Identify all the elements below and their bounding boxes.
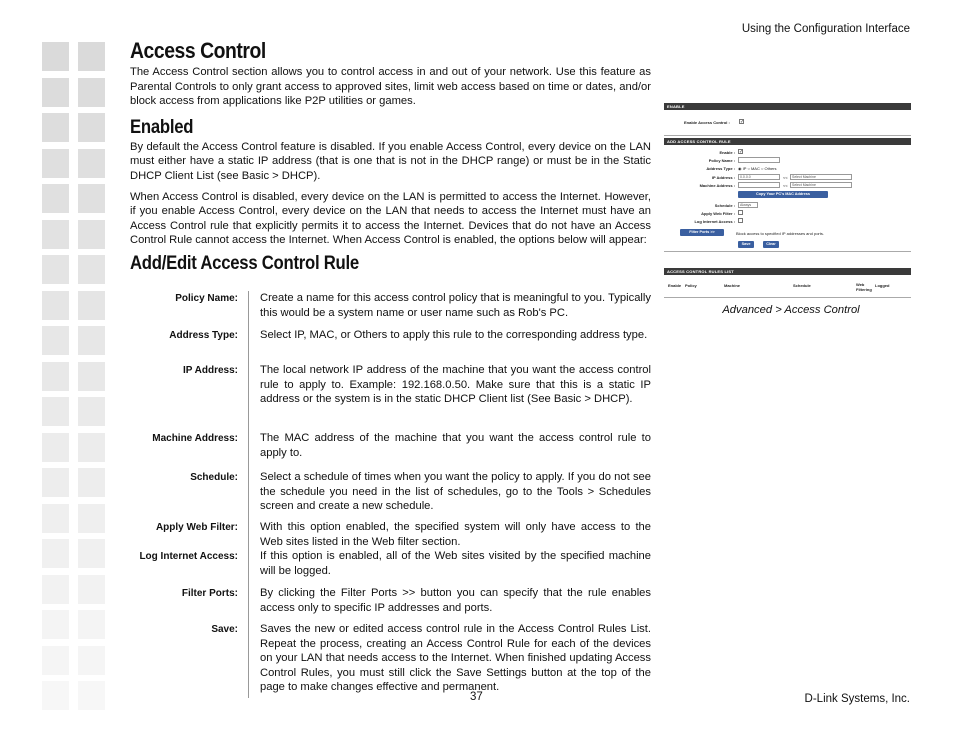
decorative-square — [78, 255, 105, 284]
policy-name-input[interactable] — [738, 157, 780, 163]
decorative-square — [42, 575, 69, 604]
enable-label: Enable : — [719, 150, 735, 155]
ip-address-label: IP Address : — [711, 175, 735, 180]
decorative-square — [42, 326, 69, 355]
decorative-square — [78, 397, 105, 426]
policy-name-label: Policy Name : — [708, 158, 735, 163]
decorative-square — [78, 575, 105, 604]
definition-term: Filter Ports: — [181, 588, 238, 599]
decorative-square — [78, 433, 105, 462]
mac-lt-sign: << — [783, 183, 788, 188]
ip-select-machine[interactable]: Select Machine — [790, 174, 852, 180]
definition-description: Select IP, MAC, or Others to apply this rule to the corresponding address type. — [260, 329, 648, 341]
decorative-square — [78, 504, 105, 533]
address-type-ip[interactable]: IP — [742, 166, 747, 171]
decorative-square — [78, 468, 105, 497]
definition-row — [130, 431, 651, 460]
main-content — [130, 38, 651, 275]
rules-list-panel — [664, 268, 911, 298]
definition-row — [130, 470, 651, 514]
machine-address-input[interactable] — [738, 182, 780, 188]
schedule-select[interactable]: Always — [738, 202, 758, 208]
definition-term: Schedule: — [190, 472, 238, 483]
decorative-square — [42, 291, 69, 320]
definition-description: The local network IP address of the machine that you want the access control rule to apply to. Example: 192.168.0.50. Make sure that this is a static IP address or the system is in the static DHCP Client list (See Basic > DHCP). — [260, 364, 651, 406]
decorative-square — [42, 184, 69, 213]
filter-ports-button[interactable]: Filter Ports >> — [680, 229, 724, 236]
definition-description: Select a schedule of times when you want the policy to apply. If you do not see the schedule you need in the list of schedules, go to the Tools > Schedules screen and create a new schedule. — [260, 471, 651, 513]
col-enable: Enable — [668, 283, 682, 288]
definition-term: Policy Name: — [175, 293, 238, 304]
col-policy: Policy — [685, 283, 697, 288]
decorative-square — [42, 539, 69, 568]
definition-term: IP Address: — [182, 365, 238, 376]
decorative-square — [42, 255, 69, 284]
definition-row — [130, 291, 651, 320]
decorative-square — [42, 468, 69, 497]
decorative-square — [78, 362, 105, 391]
decorative-square — [42, 433, 69, 462]
definition-term: Log Internet Access: — [139, 551, 238, 562]
log-internet-access-label: Log Internet Access : — [694, 219, 735, 224]
decorative-square — [78, 646, 105, 675]
intro-text: The Access Control section allows you to control access in and out of your network. Use this feature as Parental Controls to only grant access to approved sites, limit web access based on time or dates, and/or block access from applications like P2P utilities or games. — [130, 66, 651, 108]
decorative-square — [78, 326, 105, 355]
definition-row — [130, 328, 651, 343]
enabled-paragraph-1: By default the Access Control feature is disabled. If you enable Access Control, every device on the LAN must either have a static IP address (that is one that is not in the DHCP range) or must be in the Static DHCP Client List (see Basic > DHCP). — [130, 140, 651, 182]
decorative-square — [42, 78, 69, 107]
decorative-square — [78, 184, 105, 213]
mac-select-machine[interactable]: Select Machine — [790, 182, 852, 188]
decorative-square — [42, 681, 69, 710]
decorative-square — [78, 149, 105, 178]
decorative-square — [42, 397, 69, 426]
enable-access-control-checkbox[interactable]: ✓ — [740, 119, 745, 125]
definition-term: Machine Address: — [152, 433, 238, 444]
ip-lt-sign: << — [783, 175, 788, 180]
decorative-square — [42, 149, 69, 178]
decorative-square — [42, 504, 69, 533]
schedule-label: Schedule : — [714, 203, 735, 208]
header-section-title: Using the Configuration Interface — [741, 23, 910, 35]
ip-address-input[interactable]: 0.0.0.0 — [738, 174, 780, 180]
definition-description: If this option is enabled, all of the Web sites visited by the specified machine will be logged. — [260, 550, 651, 577]
definition-row — [130, 520, 651, 549]
definition-term: Address Type: — [169, 330, 238, 341]
col-schedule: Schedule — [793, 283, 811, 288]
add-rule-panel — [664, 138, 911, 252]
definition-description: Create a name for this access control policy that is meaningful to you. Typically this would be a system name or user name such as Rob's PC. — [260, 292, 651, 319]
enabled-heading: Enabled — [130, 116, 194, 138]
decorative-square — [42, 362, 69, 391]
decorative-square — [78, 42, 105, 71]
definition-term: Save: — [211, 624, 238, 635]
decorative-square — [42, 220, 69, 249]
decorative-square — [78, 220, 105, 249]
col-web-filtering: Web Filtering — [856, 282, 872, 292]
definition-row — [130, 549, 651, 578]
filter-ports-note: Block access to specified IP addresses and ports. — [736, 231, 824, 236]
definition-row — [130, 586, 651, 615]
clear-button[interactable]: Clear — [763, 241, 779, 248]
decorative-square — [42, 42, 69, 71]
definition-term: Apply Web Filter: — [155, 522, 238, 533]
apply-web-filter-checkbox[interactable] — [738, 210, 743, 215]
rules-list-panel-bar: ACCESS CONTROL RULES LIST — [664, 268, 911, 275]
machine-address-label: Machine Address : — [699, 183, 735, 188]
enable-panel-bar: ENABLE — [664, 103, 911, 110]
decorative-square — [78, 539, 105, 568]
page-title: Access Control — [130, 38, 266, 63]
copy-mac-button[interactable]: Copy Your PC's MAC Address — [738, 191, 828, 198]
page-number: 37 — [470, 691, 483, 703]
log-internet-access-checkbox[interactable] — [738, 218, 743, 223]
decorative-square — [42, 646, 69, 675]
add-rule-panel-bar: ADD ACCESS CONTROL RULE — [664, 138, 911, 145]
decorative-square — [42, 610, 69, 639]
footer-company: D-Link Systems, Inc. — [804, 693, 910, 705]
decorative-square — [78, 291, 105, 320]
decorative-square — [78, 610, 105, 639]
address-type-options[interactable]: ◉ IP ○ MAC ○ Others — [738, 166, 777, 171]
enabled-paragraph-2: When Access Control is disabled, every device on the LAN is permitted to access the Internet. However, if you enable Access Control, every device on the LAN that needs to access the Internet must have an Access Control rule that explicitly permits it to access the Internet. Devices that do not have an Access Control Rule cannot access the Internet. When Access Control is enabled, the options below will appear: — [130, 190, 651, 247]
definition-description: By clicking the Filter Ports >> button you can specify that the rule enables access only to specific IP addresses and ports. — [260, 587, 651, 614]
address-type-mac[interactable]: MAC — [750, 166, 760, 171]
col-machine: Machine — [724, 283, 741, 288]
definition-row — [130, 363, 651, 407]
save-button[interactable]: Save — [738, 241, 754, 248]
definition-description: Saves the new or edited access control rule in the Access Control Rules List. Repeat the process, creating an Access Control Rule for each of the devices on your LAN that needs access to the Internet. When finished updating Access Control Rules, you must still click the Save Settings button at the top of the page to make changes effective and permanent. — [260, 623, 651, 694]
enable-checkbox[interactable]: ✓ — [739, 149, 744, 155]
apply-web-filter-label: Apply Web Filter : — [701, 211, 735, 216]
rule-section-heading: Add/Edit Access Control Rule — [130, 252, 359, 274]
enable-access-control-label: Enable Access Control : — [684, 120, 730, 125]
address-type-others[interactable]: Others — [764, 166, 777, 171]
screenshot-caption: Advanced > Access Control — [722, 304, 860, 316]
definition-description: The MAC address of the machine that you want the access control rule to apply to. — [260, 432, 651, 459]
enable-panel — [664, 103, 911, 136]
decorative-square — [42, 113, 69, 142]
decorative-square — [78, 78, 105, 107]
address-type-label: Address Type : — [706, 166, 735, 171]
definition-description: With this option enabled, the specified system will only have access to the Web sites listed in the Web filter section. — [260, 521, 651, 548]
decorative-square — [78, 681, 105, 710]
definition-row — [130, 622, 651, 695]
col-logged: Logged — [875, 283, 890, 288]
decorative-square — [78, 113, 105, 142]
